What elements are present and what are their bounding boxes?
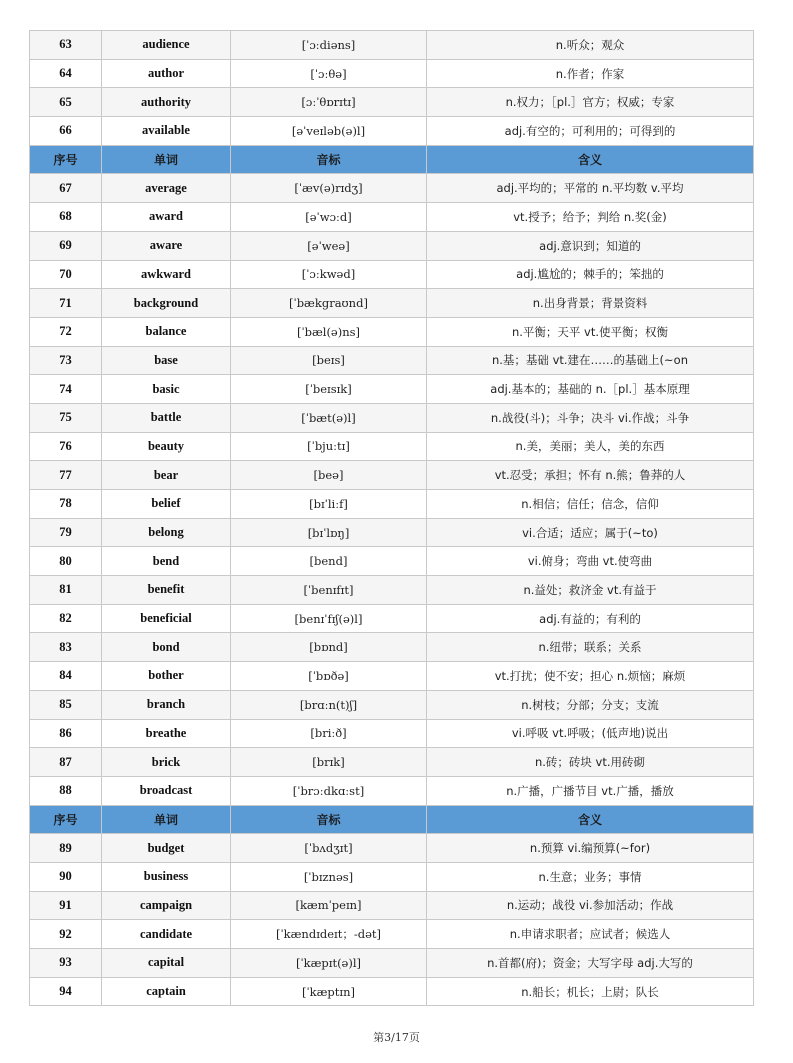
row-number: 89 [30,834,102,863]
row-word: brick [102,748,231,777]
row-meaning: adj.有空的；可利用的；可得到的 [427,117,754,146]
row-meaning: adj.有益的；有利的 [427,604,754,633]
row-word: background [102,289,231,318]
row-number: 87 [30,748,102,777]
row-word: beauty [102,432,231,461]
row-word: authority [102,88,231,117]
row-meaning: adj.平均的；平常的 n.平均数 v.平均 [427,174,754,203]
vocabulary-sheet [29,30,753,1006]
row-phonetic: [ˈɔːdiəns] [231,31,427,60]
row-number: 81 [30,576,102,605]
row-meaning: adj.基本的；基础的 n.［pl.］基本原理 [427,375,754,404]
row-number: 68 [30,203,102,232]
row-word: captain [102,977,231,1006]
table-row [30,662,754,691]
row-word: battle [102,403,231,432]
row-meaning: n.预算 vi.编预算(~for) [427,834,754,863]
row-phonetic: [bɪˈlɒŋ] [231,518,427,547]
table-row [30,547,754,576]
row-meaning: n.美，美丽；美人，美的东西 [427,432,754,461]
row-word: beneficial [102,604,231,633]
table-row [30,604,754,633]
table-row [30,690,754,719]
row-meaning: n.相信；信任；信念，信仰 [427,490,754,519]
row-meaning: n.益处；救济金 vt.有益于 [427,576,754,605]
row-word: award [102,203,231,232]
row-number: 66 [30,117,102,146]
row-meaning: vt.忍受；承担；怀有 n.熊；鲁莽的人 [427,461,754,490]
row-word: base [102,346,231,375]
row-meaning: n.听众；观众 [427,31,754,60]
row-number: 90 [30,862,102,891]
table-row [30,891,754,920]
row-word: aware [102,231,231,260]
row-phonetic: [ˈbrɔːdkɑːst] [231,776,427,805]
row-phonetic: [ˈbjuːtɪ] [231,432,427,461]
row-number: 72 [30,317,102,346]
row-phonetic: [ˈkæptɪn] [231,977,427,1006]
row-phonetic: [ˈbæt(ə)l] [231,403,427,432]
row-phonetic: [kæmˈpeɪn] [231,891,427,920]
row-word: branch [102,690,231,719]
row-phonetic: [benɪˈfɪʃ(ə)l] [231,604,427,633]
table-row [30,633,754,662]
table-row [30,518,754,547]
row-number: 65 [30,88,102,117]
table-row [30,346,754,375]
row-phonetic: [ˈbʌdʒɪt] [231,834,427,863]
row-word: belief [102,490,231,519]
row-meaning: adj.尴尬的；棘手的；笨拙的 [427,260,754,289]
table-row [30,461,754,490]
row-number: 77 [30,461,102,490]
row-word: available [102,117,231,146]
header-ipa: 音标 [231,145,427,174]
row-number: 78 [30,490,102,519]
table-row [30,748,754,777]
row-word: basic [102,375,231,404]
row-phonetic: [ˈbæl(ə)ns] [231,317,427,346]
table-header-row [30,805,754,834]
row-number: 85 [30,690,102,719]
row-phonetic: [ɔːˈθɒrɪtɪ] [231,88,427,117]
row-word: bend [102,547,231,576]
row-meaning: vi.俯身；弯曲 vt.使弯曲 [427,547,754,576]
row-meaning: n.平衡；天平 vt.使平衡；权衡 [427,317,754,346]
row-phonetic: [beə] [231,461,427,490]
row-meaning: n.权力；［pl.］官方；权威；专家 [427,88,754,117]
row-meaning: n.基；基础 vt.建在……的基础上(~on [427,346,754,375]
table-header-row [30,145,754,174]
row-phonetic: [ˈɔːkwəd] [231,260,427,289]
row-number: 93 [30,949,102,978]
row-word: belong [102,518,231,547]
row-number: 71 [30,289,102,318]
row-phonetic: [bend] [231,547,427,576]
row-number: 83 [30,633,102,662]
row-word: business [102,862,231,891]
table-row [30,576,754,605]
row-number: 64 [30,59,102,88]
row-meaning: vi.合适；适应；属于(~to) [427,518,754,547]
page-number: 第3/17页 [373,1031,420,1044]
header-meaning: 含义 [427,805,754,834]
row-meaning: n.申请求职者；应试者；候选人 [427,920,754,949]
row-number: 63 [30,31,102,60]
row-phonetic: [brɑːn(t)ʃ] [231,690,427,719]
row-meaning: n.战役(斗)；斗争；决斗 vi.作战；斗争 [427,403,754,432]
row-meaning: n.纽带；联系；关系 [427,633,754,662]
table-row [30,977,754,1006]
table-row [30,59,754,88]
row-phonetic: [bɒnd] [231,633,427,662]
row-phonetic: [ˈbenɪfɪt] [231,576,427,605]
table-row [30,174,754,203]
row-phonetic: [ˈkændɪdeɪt；-dət] [231,920,427,949]
row-phonetic: [əˈweə] [231,231,427,260]
row-word: broadcast [102,776,231,805]
table-row [30,834,754,863]
row-number: 92 [30,920,102,949]
row-number: 69 [30,231,102,260]
row-word: awkward [102,260,231,289]
vocabulary-table [29,30,754,1006]
header-no: 序号 [30,805,102,834]
row-word: bear [102,461,231,490]
table-row [30,375,754,404]
row-phonetic: [əˈwɔːd] [231,203,427,232]
header-word: 单词 [102,145,231,174]
row-number: 91 [30,891,102,920]
table-row [30,289,754,318]
row-number: 88 [30,776,102,805]
table-row [30,260,754,289]
row-meaning: vt.授予；给予；判给 n.奖(金) [427,203,754,232]
row-phonetic: [bɪˈliːf] [231,490,427,519]
row-phonetic: [ˈbɪznəs] [231,862,427,891]
table-row [30,88,754,117]
row-word: average [102,174,231,203]
table-row [30,490,754,519]
row-phonetic: [brɪk] [231,748,427,777]
row-number: 80 [30,547,102,576]
row-number: 94 [30,977,102,1006]
row-word: balance [102,317,231,346]
row-phonetic: [ˈæv(ə)rɪdʒ] [231,174,427,203]
row-number: 86 [30,719,102,748]
row-number: 74 [30,375,102,404]
row-number: 76 [30,432,102,461]
table-row [30,317,754,346]
header-meaning: 含义 [427,145,754,174]
table-row [30,432,754,461]
row-meaning: n.广播，广播节目 vt.广播，播放 [427,776,754,805]
row-word: capital [102,949,231,978]
row-phonetic: [briːð] [231,719,427,748]
table-row [30,403,754,432]
table-row [30,949,754,978]
row-word: campaign [102,891,231,920]
table-row [30,920,754,949]
row-number: 73 [30,346,102,375]
row-meaning: n.树枝；分部；分支；支流 [427,690,754,719]
row-word: bond [102,633,231,662]
row-word: bother [102,662,231,691]
header-no: 序号 [30,145,102,174]
row-word: candidate [102,920,231,949]
row-meaning: n.运动；战役 vi.参加活动；作战 [427,891,754,920]
row-number: 67 [30,174,102,203]
row-word: budget [102,834,231,863]
table-row [30,117,754,146]
row-phonetic: [ˈɔːθə] [231,59,427,88]
row-word: author [102,59,231,88]
row-phonetic: [əˈveɪləb(ə)l] [231,117,427,146]
row-number: 75 [30,403,102,432]
table-row [30,719,754,748]
row-meaning: n.船长；机长；上尉；队长 [427,977,754,1006]
row-word: breathe [102,719,231,748]
row-phonetic: [ˈbeɪsɪk] [231,375,427,404]
row-meaning: vt.打扰；使不安；担心 n.烦恼；麻烦 [427,662,754,691]
row-phonetic: [ˈbɒðə] [231,662,427,691]
row-meaning: n.砖；砖块 vt.用砖砌 [427,748,754,777]
table-row [30,31,754,60]
row-number: 70 [30,260,102,289]
table-row [30,776,754,805]
table-row [30,203,754,232]
table-row [30,231,754,260]
row-meaning: n.首都(府)；资金；大写字母 adj.大写的 [427,949,754,978]
row-word: benefit [102,576,231,605]
header-word: 单词 [102,805,231,834]
row-meaning: adj.意识到；知道的 [427,231,754,260]
row-meaning: n.作者；作家 [427,59,754,88]
row-number: 79 [30,518,102,547]
row-meaning: n.生意；业务；事情 [427,862,754,891]
header-ipa: 音标 [231,805,427,834]
row-number: 84 [30,662,102,691]
row-word: audience [102,31,231,60]
row-phonetic: [ˈbækgraʊnd] [231,289,427,318]
row-meaning: vi.呼吸 vt.呼吸；(低声地)说出 [427,719,754,748]
table-row [30,862,754,891]
row-meaning: n.出身背景；背景资料 [427,289,754,318]
row-phonetic: [ˈkæpɪt(ə)l] [231,949,427,978]
row-number: 82 [30,604,102,633]
row-phonetic: [beɪs] [231,346,427,375]
